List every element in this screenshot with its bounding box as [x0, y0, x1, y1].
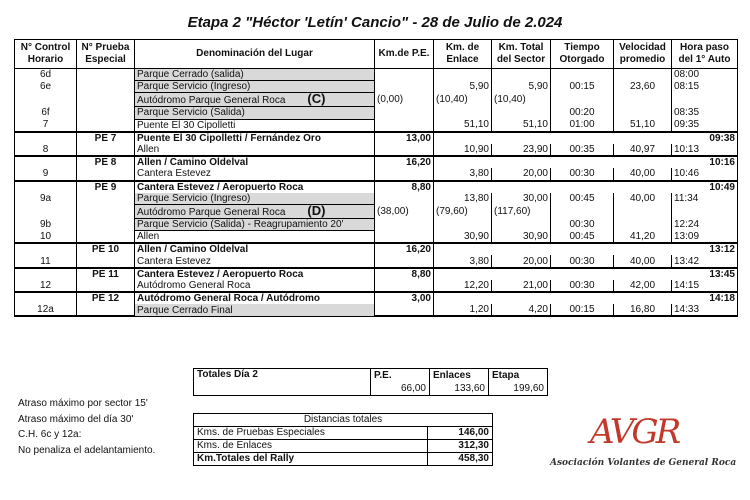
totals-label: Totales Día 2	[197, 369, 258, 380]
table-row	[15, 204, 738, 218]
cell-blank	[492, 292, 551, 304]
cell-blank	[551, 243, 614, 255]
cell-blank	[551, 292, 614, 304]
cell-blank	[614, 181, 672, 193]
header-tiempo: Tiempo Otorgado	[551, 40, 614, 69]
cell-enlace: 3,80	[434, 255, 492, 267]
distance-label: Kms. de Pruebas Especiales	[194, 427, 428, 440]
table-row	[15, 119, 738, 132]
cell-velocidad: 40,97	[614, 144, 672, 156]
logo-subtitle: Asociación Volantes de General Roca	[550, 458, 737, 468]
cell-hora: 10:49	[672, 181, 738, 193]
cell-prueba: PE 10	[77, 243, 135, 255]
notes	[18, 396, 155, 458]
cell-velocidad: 16,80	[614, 304, 672, 316]
cell-enlace: 13,80	[434, 193, 492, 205]
cell-lugar	[135, 81, 375, 93]
cell-kmpe: 13,00	[375, 132, 434, 144]
cell-prueba	[77, 304, 135, 316]
cell-control: 12a	[15, 304, 77, 316]
cell-hora: 10:46	[672, 168, 738, 180]
cell-kmpe: 16,20	[375, 243, 434, 255]
cell-control: 11	[15, 255, 77, 267]
place-name: Allen	[137, 231, 160, 243]
cell-hora: 12:24	[672, 218, 738, 230]
table-row	[15, 144, 738, 156]
cell-prueba: PE 12	[77, 292, 135, 304]
cell-total: 5,90	[492, 81, 551, 93]
cell-prueba	[77, 280, 135, 292]
cell-lugar	[135, 144, 375, 156]
header-control: N° Control Horario	[15, 40, 77, 69]
cell-velocidad: 51,10	[614, 119, 672, 132]
cell-prueba	[77, 93, 135, 107]
cell-kmpe	[375, 255, 434, 267]
distance-value: 146,00	[428, 427, 493, 440]
distance-value: 312,30	[428, 440, 493, 453]
cell-kmpe	[375, 144, 434, 156]
totals-etapa-label: Etapa	[489, 369, 548, 383]
cell-lugar: Allen / Camino Oldelval	[135, 243, 375, 255]
cell-prueba	[77, 144, 135, 156]
table-row	[15, 218, 738, 230]
cell-blank	[614, 268, 672, 280]
totals-box	[193, 368, 548, 396]
special-stage-row	[15, 156, 738, 168]
cell-control: 6f	[15, 107, 77, 119]
special-stage-row	[15, 243, 738, 255]
cell-hora: 14:15	[672, 280, 738, 292]
cell-prueba	[77, 69, 135, 81]
cell-prueba	[77, 107, 135, 119]
cell-hora: 13:12	[672, 243, 738, 255]
cell-kmpe: 3,00	[375, 292, 434, 304]
distance-label: Kms. de Enlaces	[194, 440, 428, 453]
cell-total	[492, 69, 551, 81]
cell-enlace	[434, 107, 492, 119]
cell-lugar	[135, 93, 375, 107]
cell-enlace: 30,90	[434, 231, 492, 244]
cell-velocidad	[614, 69, 672, 81]
cell-tiempo: 00:30	[551, 218, 614, 230]
cell-enlace: 12,20	[434, 280, 492, 292]
cell-tiempo: 00:20	[551, 107, 614, 119]
cell-total: 20,00	[492, 255, 551, 267]
cell-kmpe	[375, 193, 434, 205]
cell-control: 12	[15, 280, 77, 292]
cell-tiempo: 00:15	[551, 304, 614, 316]
cell-kmpe	[375, 304, 434, 316]
cell-prueba	[77, 255, 135, 267]
cell-tiempo: 00:45	[551, 231, 614, 244]
cell-velocidad: 40,00	[614, 193, 672, 205]
cell-control: 9b	[15, 218, 77, 230]
cell-blank	[492, 181, 551, 193]
cell-velocidad: 41,20	[614, 231, 672, 244]
cell-hora: 08:15	[672, 81, 738, 93]
cell-enlace: 10,90	[434, 144, 492, 156]
table-row	[15, 231, 738, 244]
cell-velocidad	[614, 107, 672, 119]
cell-kmpe: 16,20	[375, 156, 434, 168]
cell-blank	[551, 132, 614, 144]
cell-control: 9a	[15, 193, 77, 205]
cell-blank	[614, 132, 672, 144]
cell-prueba	[77, 81, 135, 93]
cell-hora: 08:35	[672, 107, 738, 119]
cell-kmpe: (0,00)	[375, 93, 434, 107]
cell-prueba: PE 11	[77, 268, 135, 280]
table-row	[15, 69, 738, 81]
cell-kmpe: 8,80	[375, 268, 434, 280]
cell-velocidad: 42,00	[614, 280, 672, 292]
cell-control	[15, 181, 77, 193]
cell-control: 10	[15, 231, 77, 244]
service-mark: (D)	[307, 204, 326, 218]
cell-velocidad: 40,00	[614, 168, 672, 180]
header-velocidad: Velocidad promedio	[614, 40, 672, 69]
place-name: Parque Servicio (Ingreso)	[137, 81, 251, 93]
cell-kmpe	[375, 69, 434, 81]
distance-label-total: Km.Totales del Rally	[194, 453, 428, 466]
cell-hora: 14:18	[672, 292, 738, 304]
cell-lugar	[135, 255, 375, 267]
header-kmpe: Km.de P.E.	[375, 40, 434, 69]
schedule-table	[14, 39, 738, 317]
cell-hora	[672, 204, 738, 218]
cell-control	[15, 204, 77, 218]
cell-enlace: 3,80	[434, 168, 492, 180]
cell-blank	[492, 268, 551, 280]
cell-prueba	[77, 231, 135, 244]
service-mark: (C)	[307, 92, 326, 107]
cell-prueba	[77, 193, 135, 205]
note-line: No penaliza el adelantamiento.	[18, 444, 156, 456]
page-title: Etapa 2 "Héctor 'Letín' Cancio" - 28 de Julio de 2.024	[187, 14, 563, 31]
cell-prueba	[77, 204, 135, 218]
cell-control	[15, 132, 77, 144]
cell-velocidad	[614, 204, 672, 218]
table-row	[15, 168, 738, 180]
cell-control	[15, 292, 77, 304]
place-name: Parque Servicio (Salida)	[137, 107, 245, 119]
note-line: Atraso máximo por sector 15'	[18, 398, 148, 409]
place-name: Cantera Estevez	[137, 255, 211, 267]
cell-blank	[434, 268, 492, 280]
cell-blank	[492, 156, 551, 168]
special-stage-row	[15, 181, 738, 193]
header-total: Km. Total del Sector	[492, 40, 551, 69]
cell-hora: 09:35	[672, 119, 738, 132]
cell-enlace: 1,20	[434, 304, 492, 316]
cell-hora: 11:34	[672, 193, 738, 205]
cell-blank	[551, 181, 614, 193]
special-stage-row	[15, 292, 738, 304]
cell-control	[15, 93, 77, 107]
place-name: Parque Servicio (Salida) - Reagrupamiento 20'	[137, 218, 344, 230]
cell-total: 30,00	[492, 193, 551, 205]
totals-enl-value: 133,60	[430, 382, 489, 396]
cell-blank	[434, 132, 492, 144]
place-name: Autódromo Parque General Roca	[137, 206, 286, 218]
cell-enlace: 51,10	[434, 119, 492, 132]
cell-lugar: Allen / Camino Oldelval	[135, 156, 375, 168]
note-line: Atraso máximo del día 30'	[18, 413, 134, 425]
totals-pe-value: 66,00	[371, 382, 430, 396]
place-name: Cantera Estevez	[137, 168, 211, 180]
cell-control: 6d	[15, 69, 77, 81]
avgr-logo	[540, 412, 740, 472]
place-name: Parque Cerrado Final	[137, 304, 233, 316]
cell-blank	[492, 132, 551, 144]
cell-enlace	[434, 218, 492, 230]
cell-blank	[434, 181, 492, 193]
cell-blank	[614, 156, 672, 168]
cell-hora: 08:00	[672, 69, 738, 81]
cell-total: 4,20	[492, 304, 551, 316]
cell-tiempo: 01:00	[551, 119, 614, 132]
cell-lugar: Puente El 30 Cipolletti / Fernández Oro	[135, 132, 375, 144]
cell-velocidad: 40,00	[614, 255, 672, 267]
place-name: Parque Servicio (Ingreso)	[137, 192, 251, 204]
cell-total: 20,00	[492, 168, 551, 180]
cell-prueba: PE 7	[77, 132, 135, 144]
cell-lugar	[135, 304, 375, 316]
cell-blank	[434, 292, 492, 304]
table-row	[15, 304, 738, 316]
cell-total	[492, 107, 551, 119]
header-prueba: N° Prueba Especial	[77, 40, 135, 69]
cell-kmpe	[375, 218, 434, 230]
cell-tiempo	[551, 69, 614, 81]
cell-tiempo	[551, 93, 614, 107]
schedule-body	[15, 69, 738, 317]
special-stage-row	[15, 268, 738, 280]
cell-velocidad	[614, 93, 672, 107]
cell-total: 51,10	[492, 119, 551, 132]
cell-tiempo: 00:30	[551, 255, 614, 267]
cell-tiempo: 00:30	[551, 280, 614, 292]
cell-lugar	[135, 119, 375, 132]
distances-box	[193, 413, 493, 466]
distance-value-total: 458,30	[428, 453, 493, 466]
cell-lugar	[135, 193, 375, 205]
cell-total: 30,90	[492, 231, 551, 244]
cell-hora: 13:42	[672, 255, 738, 267]
cell-lugar	[135, 69, 375, 81]
place-name: Autódromo Parque General Roca	[137, 95, 286, 107]
cell-kmpe: (38,00)	[375, 204, 434, 218]
cell-kmpe: 8,80	[375, 181, 434, 193]
cell-total: 21,00	[492, 280, 551, 292]
cell-control: 9	[15, 168, 77, 180]
cell-lugar	[135, 168, 375, 180]
cell-total	[492, 218, 551, 230]
cell-total: 23,90	[492, 144, 551, 156]
cell-enlace: (79,60)	[434, 204, 492, 218]
cell-control: 8	[15, 144, 77, 156]
cell-hora: 14:33	[672, 304, 738, 316]
totals-pe-label: P.E.	[371, 369, 430, 383]
cell-blank	[434, 243, 492, 255]
cell-velocidad: 23,60	[614, 81, 672, 93]
cell-lugar: Autódromo General Roca / Autódromo	[135, 292, 375, 304]
header-enlace: Km. de Enlace	[434, 40, 492, 69]
cell-enlace	[434, 69, 492, 81]
cell-total: (117,60)	[492, 204, 551, 218]
cell-kmpe	[375, 119, 434, 132]
cell-blank	[614, 292, 672, 304]
cell-tiempo: 00:35	[551, 144, 614, 156]
cell-prueba	[77, 119, 135, 132]
cell-lugar	[135, 231, 375, 244]
note-line: C.H. 6c y 12a:	[18, 429, 82, 440]
cell-prueba	[77, 218, 135, 230]
logo-mark: AVGR	[590, 412, 679, 452]
header-row	[15, 40, 738, 69]
header-hora: Hora paso del 1° Auto	[672, 40, 738, 69]
cell-enlace: 5,90	[434, 81, 492, 93]
cell-kmpe	[375, 280, 434, 292]
cell-kmpe	[375, 231, 434, 244]
cell-kmpe	[375, 81, 434, 93]
cell-control	[15, 243, 77, 255]
totals-etapa-value: 199,60	[489, 382, 548, 396]
cell-control: 6e	[15, 81, 77, 93]
cell-lugar	[135, 204, 375, 218]
cell-lugar: Cantera Estevez / Aeropuerto Roca	[135, 268, 375, 280]
cell-hora: 09:38	[672, 132, 738, 144]
cell-control	[15, 268, 77, 280]
cell-tiempo: 00:15	[551, 81, 614, 93]
cell-hora: 10:16	[672, 156, 738, 168]
header-lugar: Denominación del Lugar	[135, 40, 375, 69]
table-row	[15, 107, 738, 119]
cell-hora	[672, 93, 738, 107]
cell-lugar	[135, 107, 375, 119]
cell-blank	[614, 243, 672, 255]
cell-hora: 13:45	[672, 268, 738, 280]
cell-kmpe	[375, 107, 434, 119]
table-row	[15, 255, 738, 267]
cell-blank	[551, 156, 614, 168]
table-row	[15, 81, 738, 93]
cell-prueba: PE 9	[77, 181, 135, 193]
cell-prueba: PE 8	[77, 156, 135, 168]
cell-tiempo	[551, 204, 614, 218]
cell-tiempo: 00:45	[551, 193, 614, 205]
distances-title: Distancias totales	[194, 414, 493, 427]
place-name: Allen	[137, 144, 160, 156]
place-name: Parque Cerrado (salida)	[137, 69, 244, 81]
cell-kmpe	[375, 168, 434, 180]
special-stage-row	[15, 132, 738, 144]
table-row	[15, 93, 738, 107]
cell-blank	[492, 243, 551, 255]
cell-blank	[551, 268, 614, 280]
cell-velocidad	[614, 218, 672, 230]
table-row	[15, 280, 738, 292]
place-name: Autódromo General Roca	[137, 279, 251, 291]
cell-lugar	[135, 280, 375, 292]
cell-total: (10,40)	[492, 93, 551, 107]
cell-tiempo: 00:30	[551, 168, 614, 180]
cell-control: 7	[15, 119, 77, 132]
cell-prueba	[77, 168, 135, 180]
cell-lugar	[135, 218, 375, 230]
table-row	[15, 193, 738, 205]
cell-control	[15, 156, 77, 168]
cell-blank	[434, 156, 492, 168]
cell-hora: 10:13	[672, 144, 738, 156]
cell-hora: 13:09	[672, 231, 738, 244]
cell-lugar: Cantera Estevez / Aeropuerto Roca	[135, 181, 375, 193]
cell-enlace: (10,40)	[434, 93, 492, 107]
totals-enl-label: Enlaces	[430, 369, 489, 383]
place-name: Puente El 30 Cipolletti	[137, 119, 236, 131]
